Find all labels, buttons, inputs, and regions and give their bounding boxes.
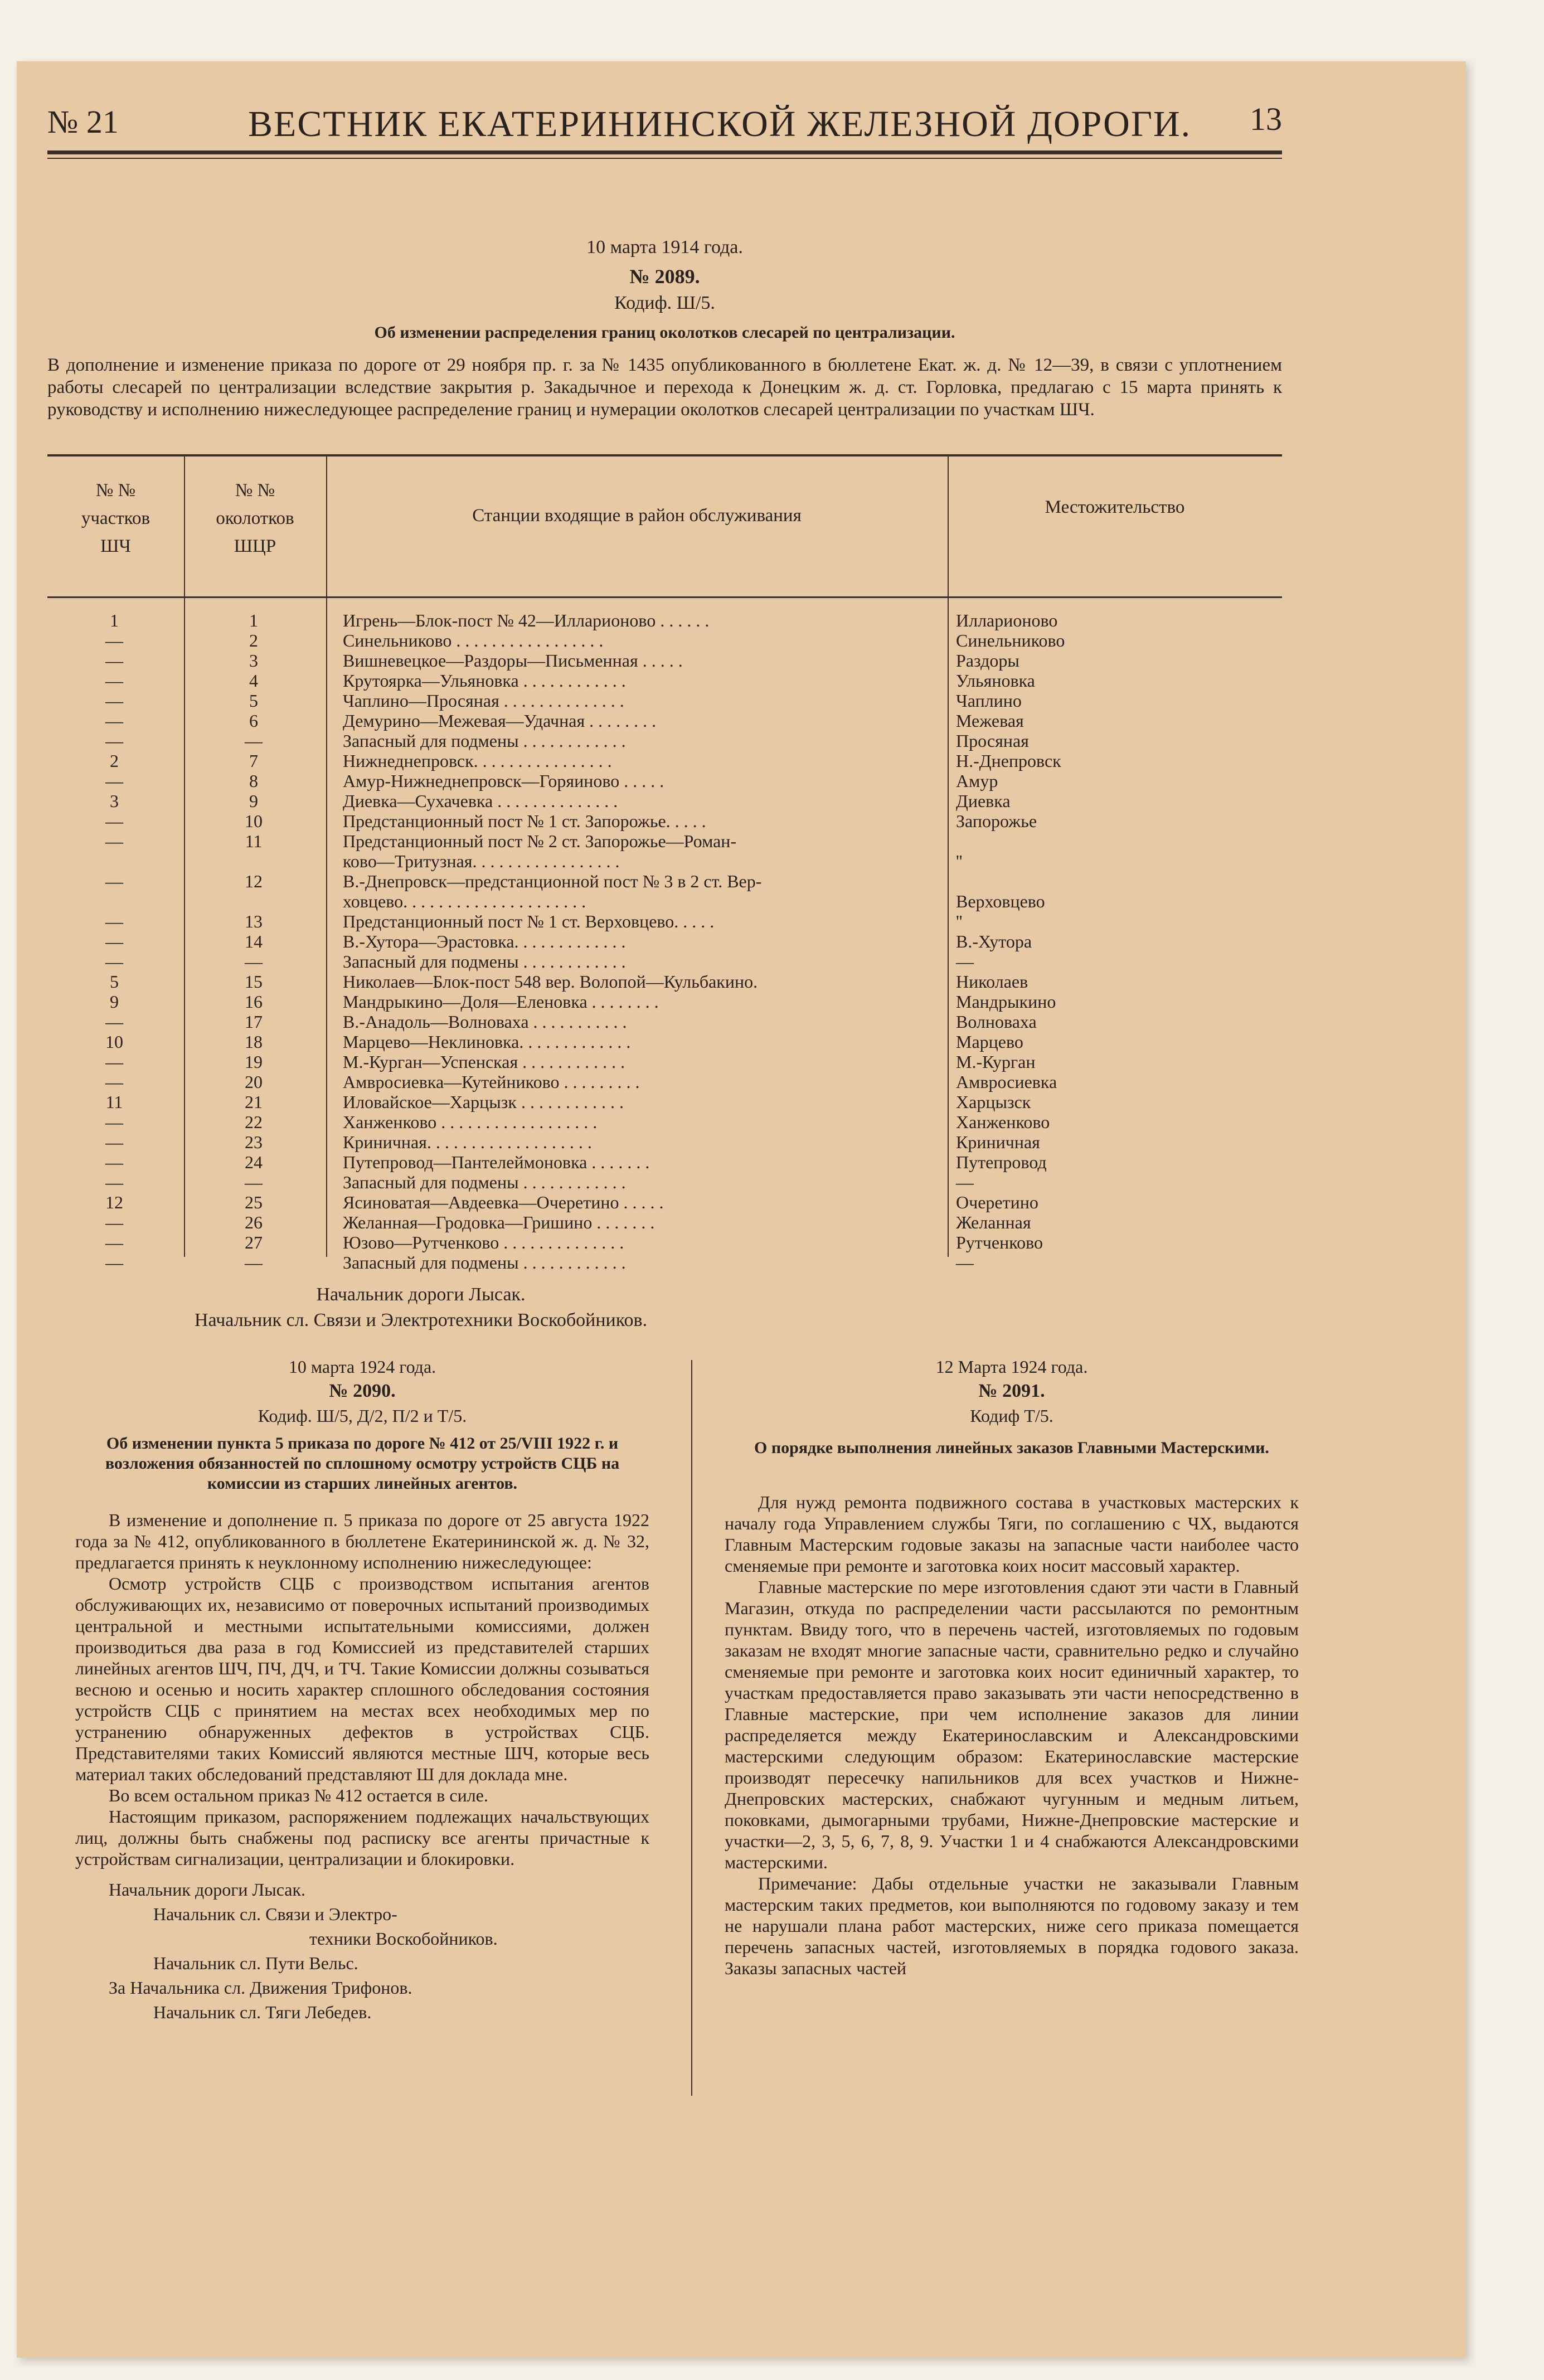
cell-stations: В.-Днепровск—предстанционной пост № 3 в 2 ст. Вер- <box>343 871 762 891</box>
cell-section: — <box>105 691 123 711</box>
cell-district: 12 <box>245 871 263 891</box>
cell-residence: Диевка <box>956 791 1011 811</box>
cell-district: 1 <box>249 610 258 630</box>
cell-section: — <box>105 1232 123 1252</box>
cell-section: — <box>105 671 123 691</box>
column-divider <box>691 1360 692 2096</box>
cell-residence: Просяная <box>956 731 1029 751</box>
cell-stations: Предстанционный пост № 1 ст. Запорожье. . . . . <box>343 811 706 831</box>
cell-section: — <box>105 1072 123 1092</box>
cell-district: 4 <box>249 671 258 691</box>
table-top-rule <box>47 454 1282 456</box>
table-row <box>47 751 1282 771</box>
table-row <box>47 691 1282 711</box>
cell-section: 2 <box>110 751 119 771</box>
signature-line: За Начальника сл. Движения Трифонов. <box>109 1978 412 1998</box>
table-row <box>47 1192 1282 1212</box>
table-row <box>47 931 1282 951</box>
journal-title: ВЕСТНИК ЕКАТЕРИНИНСКОЙ ЖЕЛЕЗНОЙ ДОРОГИ. <box>248 104 1192 144</box>
table-row <box>47 711 1282 731</box>
cell-stations: Синельниково . . . . . . . . . . . . . . . . . <box>343 630 604 650</box>
cell-residence: Криничная <box>956 1132 1040 1152</box>
order3-heading: О порядке выполнения линейных заказов Главными Мастерскими. <box>754 1439 1269 1457</box>
cell-residence: Желанная <box>956 1212 1031 1232</box>
table-row <box>47 791 1282 811</box>
cell-residence: Амвросиевка <box>956 1072 1057 1092</box>
cell-section: — <box>105 871 123 891</box>
header-residence: Местожительство <box>1045 497 1185 517</box>
cell-stations: Предстанционный пост № 2 ст. Запорожье—Роман- <box>343 831 737 851</box>
table-row <box>47 1172 1282 1192</box>
cell-stations: Ясиноватая—Авдеевка—Очеретино . . . . . <box>343 1192 664 1212</box>
cell-stations: М.-Курган—Успенская . . . . . . . . . . . . <box>343 1052 625 1072</box>
order2-heading: Об изменении пункта 5 приказа по дороге № 412 от 25/VIII 1922 г. и возложения обязанностей по сплошному осмотру устройств СЦБ на комиссии из старших линейных агентов. <box>105 1434 620 1493</box>
table-row <box>47 671 1282 691</box>
header-rule <box>47 150 1282 154</box>
table-row <box>47 1092 1282 1112</box>
table-row <box>47 972 1282 992</box>
cell-residence: Ульяновка <box>956 671 1035 691</box>
cell-section: — <box>105 650 123 671</box>
cell-district: 8 <box>249 771 258 791</box>
cell-stations: Ханженково . . . . . . . . . . . . . . . . . . <box>343 1112 598 1132</box>
table-row <box>47 1012 1282 1032</box>
table-row <box>47 891 1282 911</box>
cell-stations: Марцево—Неклиновка. . . . . . . . . . . . . <box>343 1032 631 1052</box>
cell-residence: Синельниково <box>956 630 1065 650</box>
cell-section: — <box>105 911 123 931</box>
cell-residence: '' <box>956 911 963 931</box>
cell-district: 16 <box>245 992 263 1012</box>
signature-line: Начальник сл. Пути Вельс. <box>153 1953 358 1973</box>
cell-section: — <box>105 1212 123 1232</box>
cell-residence: Межевая <box>956 711 1024 731</box>
order1-sign-comms: Начальник сл. Связи и Электротехники Воскобойников. <box>194 1310 648 1330</box>
order2-paragraph: Осмотр устройств СЦБ с производством испытания агентов обслуживающих их, независимо от поверочных испытаний производимых центральной и местными испытательными комиссиями, должен производиться два раза в год Комиссией из представителей старших линейных агентов ШЧ, ПЧ, ДЧ, и ТЧ. Такие Комиссии должны созываться весною и осенью и носить характер сплошного обследования состояния устройств СЦБ с принятием на местах всех необходимых мер по устранению обнаруженных дефектов в устройствах СЦБ. Представителями таких Комиссий являются местные ШЧ, которые весь материал таких обследований представляют Ш для доклада мне. <box>75 1573 649 1784</box>
cell-stations: Нижнеднепровск. . . . . . . . . . . . . . . . <box>343 751 612 771</box>
table-row <box>47 851 1282 871</box>
cell-district: 3 <box>249 650 258 671</box>
cell-district: 21 <box>245 1092 263 1112</box>
cell-district: 13 <box>245 911 263 931</box>
cell-residence: Раздоры <box>956 650 1019 671</box>
cell-residence: М.-Курган <box>956 1052 1036 1072</box>
cell-district: 9 <box>249 791 258 811</box>
table-row <box>47 1132 1282 1152</box>
cell-stations: В.-Анадоль—Волноваха . . . . . . . . . . . <box>343 1012 627 1032</box>
cell-residence: Волноваха <box>956 1012 1037 1032</box>
cell-section: — <box>105 1152 123 1172</box>
order1-heading: Об изменении распределения границ околотков слесарей по централизации. <box>374 323 955 342</box>
cell-residence: — <box>956 1172 974 1192</box>
cell-residence: Ханженково <box>956 1112 1050 1132</box>
table-row <box>47 911 1282 931</box>
cell-stations: Запасный для подмены . . . . . . . . . . . . <box>343 1252 626 1272</box>
cell-section: — <box>105 711 123 731</box>
table-row <box>47 951 1282 972</box>
cell-district: — <box>245 951 263 972</box>
cell-residence: В.-Хутора <box>956 931 1032 951</box>
cell-stations: Запасный для подмены . . . . . . . . . . . . <box>343 731 626 751</box>
order2-number: № 2090. <box>329 1381 396 1401</box>
order2-paragraph: Настоящим приказом, распоряжением подлежащих начальствующих лиц, должны быть снабжены под расписку все агенты причастные к устройствам сигнализации, централизации и блокировки. <box>75 1806 649 1869</box>
order3-column <box>725 1354 1299 1979</box>
cell-residence: Запорожье <box>956 811 1037 831</box>
cell-residence: Н.-Днепровск <box>956 751 1061 771</box>
table-header-rule <box>47 596 1282 598</box>
table-row <box>47 1052 1282 1072</box>
order1-signatures <box>47 1282 794 1333</box>
order2-paragraph: В изменение и дополнение п. 5 приказа по дороге от 25 августа 1922 года за № 412, опубликованного в бюллетене Екатерининской ж. д. № 32, предлагается принять к неуклонному исполнению нижеследующее: <box>75 1510 649 1572</box>
cell-district: 10 <box>245 811 263 831</box>
cell-stations: Юзово—Рутченково . . . . . . . . . . . . . . <box>343 1232 624 1252</box>
cell-section: 5 <box>110 972 119 992</box>
cell-section: — <box>105 1132 123 1152</box>
cell-residence: — <box>956 951 974 972</box>
order1-sign-chief: Начальник дороги Лысак. <box>316 1284 526 1305</box>
page-number: 13 <box>1250 101 1282 137</box>
cell-district: 24 <box>245 1152 263 1172</box>
signature-line: Начальник сл. Связи и Электро- <box>153 1904 397 1924</box>
order2-date: 10 марта 1924 года. <box>288 1357 436 1377</box>
cell-stations: Николаев—Блок-пост 548 вер. Волопой—Кульбакино. <box>343 972 758 992</box>
cell-district: — <box>245 731 263 751</box>
header-stations: Станции входящие в район обслуживания <box>472 506 802 526</box>
table-row <box>47 610 1282 630</box>
order1-codif: Кодиф. Ш/5. <box>614 293 715 313</box>
cell-stations: Демурино—Межевая—Удачная . . . . . . . . <box>343 711 657 731</box>
cell-district: 20 <box>245 1072 263 1092</box>
table-row <box>47 811 1282 831</box>
order3-paragraph: Для нужд ремонта подвижного состава в участковых мастерских к началу года Управлением службы Тяги, по соглашению с ЧХ, выдаются Главным Мастерским годовые заказы на запасные части наиболее часто сменяемые при ремонте и заготовка коих носит массовый характер. <box>725 1492 1299 1576</box>
cell-stations: ховцево. . . . . . . . . . . . . . . . . . . . . <box>343 891 586 911</box>
cell-district: 2 <box>249 630 258 650</box>
table-row <box>47 1212 1282 1232</box>
cell-district: 18 <box>245 1032 263 1052</box>
cell-district: 6 <box>249 711 258 731</box>
cell-district: 22 <box>245 1112 263 1132</box>
cell-residence: Чаплино <box>956 691 1022 711</box>
cell-residence: Очеретино <box>956 1192 1038 1212</box>
cell-residence: Путепровод <box>956 1152 1047 1172</box>
order1-intro: В дополнение и изменение приказа по дороге от 29 ноября пр. г. за № 1435 опубликованного в бюллетене Екат. ж. д. № 12—39, в связи с уплотнением работы слесарей по централизации вследствие закрытия р. Закадычное и перехода к Донецким ж. д. ст. Горловка, предлагаю с 15 марта принять к руководству и исполнению нижеследующее распределение границ и нумерации околотков слесарей централизации по участкам ШЧ. <box>47 355 1282 420</box>
table-row <box>47 650 1282 671</box>
signature-line: Начальник сл. Тяги Лебедев. <box>153 2002 372 2022</box>
cell-stations: Криничная. . . . . . . . . . . . . . . . . . . <box>343 1132 592 1152</box>
cell-stations: Путепровод—Пантелеймоновка . . . . . . . <box>343 1152 650 1172</box>
cell-stations: В.-Хутора—Эрастовка. . . . . . . . . . . . . <box>343 931 626 951</box>
table-row <box>47 1032 1282 1052</box>
order3-date: 12 Марта 1924 года. <box>935 1357 1088 1377</box>
stations-table <box>47 454 1282 1272</box>
table-row <box>47 1252 1282 1272</box>
cell-section: — <box>105 771 123 791</box>
cell-stations: Предстанционный пост № 1 ст. Верховцево. . . . . <box>343 911 715 931</box>
cell-district: 17 <box>245 1012 263 1032</box>
cell-district: — <box>245 1252 263 1272</box>
order3-note: Примечание: Дабы отдельные участки не заказывали Главным мастерским таких предметов, кои выполняются по годовому заказу и тем не нарушали плана работ мастерских, ниже сего приказа помещается перечень запасных частей, изготовляемых в порядка годового заказа. Заказы запасных частей <box>725 1873 1299 1978</box>
cell-residence: Марцево <box>956 1032 1023 1052</box>
signature-line: техники Воскобойников. <box>309 1929 498 1949</box>
cell-section: — <box>105 1172 123 1192</box>
header-district-number: № № околотков ШЦР <box>216 480 294 556</box>
cell-section: — <box>105 630 123 650</box>
issue-number: № 21 <box>47 104 119 140</box>
table-body <box>47 610 1282 1272</box>
order2-codif: Кодиф. Ш/5, Д/2, П/2 и Т/5. <box>258 1406 467 1426</box>
table-row <box>47 1152 1282 1172</box>
cell-section: — <box>105 831 123 851</box>
cell-district: 11 <box>245 831 263 851</box>
cell-stations: Игрень—Блок-пост № 42—Илларионово . . . . . . <box>343 610 710 630</box>
cell-stations: ково—Тритузная. . . . . . . . . . . . . . . . . <box>343 851 620 871</box>
cell-section: 10 <box>105 1032 123 1052</box>
cell-stations: Амур-Нижнеднепровск—Горяиново . . . . . <box>343 771 664 791</box>
cell-residence: Мандрыкино <box>956 992 1056 1012</box>
cell-section: 3 <box>110 791 119 811</box>
cell-stations: Чаплино—Просяная . . . . . . . . . . . . . . <box>343 691 624 711</box>
cell-stations: Диевка—Сухачевка . . . . . . . . . . . . . . <box>343 791 618 811</box>
cell-section: — <box>105 951 123 972</box>
cell-residence: '' <box>956 851 963 871</box>
signature-line: Начальник дороги Лысак. <box>109 1879 306 1900</box>
cell-district: — <box>245 1172 263 1192</box>
cell-district: 15 <box>245 972 263 992</box>
cell-district: 7 <box>249 751 258 771</box>
cell-section: 9 <box>110 992 119 1012</box>
cell-stations: Амвросиевка—Кутейниково . . . . . . . . . <box>343 1072 640 1092</box>
order3-paragraph: Главные мастерские по мере изготовления сдают эти части в Главный Магазин, откуда по распределении части рассылаются по ремонтным пунктам. Ввиду того, что в перечень частей, изготовляемых по годовым заказам не входят многие запасные части, сравнительно редко и случайно сменяемые при ремонте и заготовка коих носит единичный характер, то участкам предоставляется право заказывать эти части непосредственно в Главные мастерские, при чем исполнение заказов для линии распределяется между Екатеринославским и Александровскими мастерскими следующим образом: Екатеринославские мастерские производят пересечку напильников для всех участков и Нижне-Днепровских мастерских, снабжают чугунным и медным литьем, поковками, дымогарными трубами, Нижне-Днепровские мастерские и участки—2, 3, 5, 6, 7, 8, 9. Участки 1 и 4 снабжаются Александровскими мастерскими. <box>725 1577 1299 1872</box>
header-rule-thin <box>47 158 1282 159</box>
table-row <box>47 1072 1282 1092</box>
table-row <box>47 831 1282 851</box>
table-row <box>47 630 1282 650</box>
cell-residence: Амур <box>956 771 998 791</box>
table-row <box>47 992 1282 1012</box>
cell-residence: Верховцево <box>956 891 1045 911</box>
cell-section: — <box>105 731 123 751</box>
cell-district: 23 <box>245 1132 263 1152</box>
order2-column <box>75 1354 649 2024</box>
cell-stations: Мандрыкино—Доля—Еленовка . . . . . . . . <box>343 992 659 1012</box>
cell-section: 1 <box>110 610 119 630</box>
cell-district: 19 <box>245 1052 263 1072</box>
cell-section: 11 <box>105 1092 123 1112</box>
cell-district: 5 <box>249 691 258 711</box>
cell-section: 12 <box>105 1192 123 1212</box>
table-row <box>47 731 1282 751</box>
cell-residence: Рутченково <box>956 1232 1043 1252</box>
cell-residence: Илларионово <box>956 610 1058 630</box>
cell-section: — <box>105 1012 123 1032</box>
cell-stations: Желанная—Гродовка—Гришино . . . . . . . <box>343 1212 655 1232</box>
table-row <box>47 1232 1282 1252</box>
cell-residence: Николаев <box>956 972 1028 992</box>
cell-stations: Иловайское—Харцызк . . . . . . . . . . . . <box>343 1092 624 1112</box>
cell-section: — <box>105 811 123 831</box>
order3-codif: Кодиф Т/5. <box>970 1406 1053 1426</box>
order2-paragraph: Во всем остальном приказ № 412 остается в силе. <box>109 1785 488 1805</box>
cell-district: 26 <box>245 1212 263 1232</box>
cell-stations: Запасный для подмены . . . . . . . . . . . . <box>343 1172 626 1192</box>
cell-residence: Харцызск <box>956 1092 1031 1112</box>
cell-section: — <box>105 1112 123 1132</box>
cell-section: — <box>105 1252 123 1272</box>
page-header <box>47 103 1282 153</box>
cell-section: — <box>105 931 123 951</box>
cell-stations: Запасный для подмены . . . . . . . . . . . . <box>343 951 626 972</box>
order2-signatures <box>75 1877 649 2024</box>
cell-stations: Крутоярка—Ульяновка . . . . . . . . . . . . <box>343 671 626 691</box>
order3-number: № 2091. <box>978 1381 1045 1401</box>
header-section-number: № № участков ШЧ <box>81 480 150 556</box>
order1-date: 10 марта 1914 года. <box>586 237 743 258</box>
cell-residence: — <box>956 1252 974 1272</box>
table-row <box>47 771 1282 791</box>
cell-section: — <box>105 1052 123 1072</box>
table-row <box>47 1112 1282 1132</box>
order1-number: № 2089. <box>629 265 700 288</box>
cell-stations: Вишневецкое—Раздоры—Письменная . . . . . <box>343 650 683 671</box>
cell-district: 14 <box>245 931 263 951</box>
cell-district: 25 <box>245 1192 263 1212</box>
cell-district: 27 <box>245 1232 263 1252</box>
table-row <box>47 871 1282 891</box>
